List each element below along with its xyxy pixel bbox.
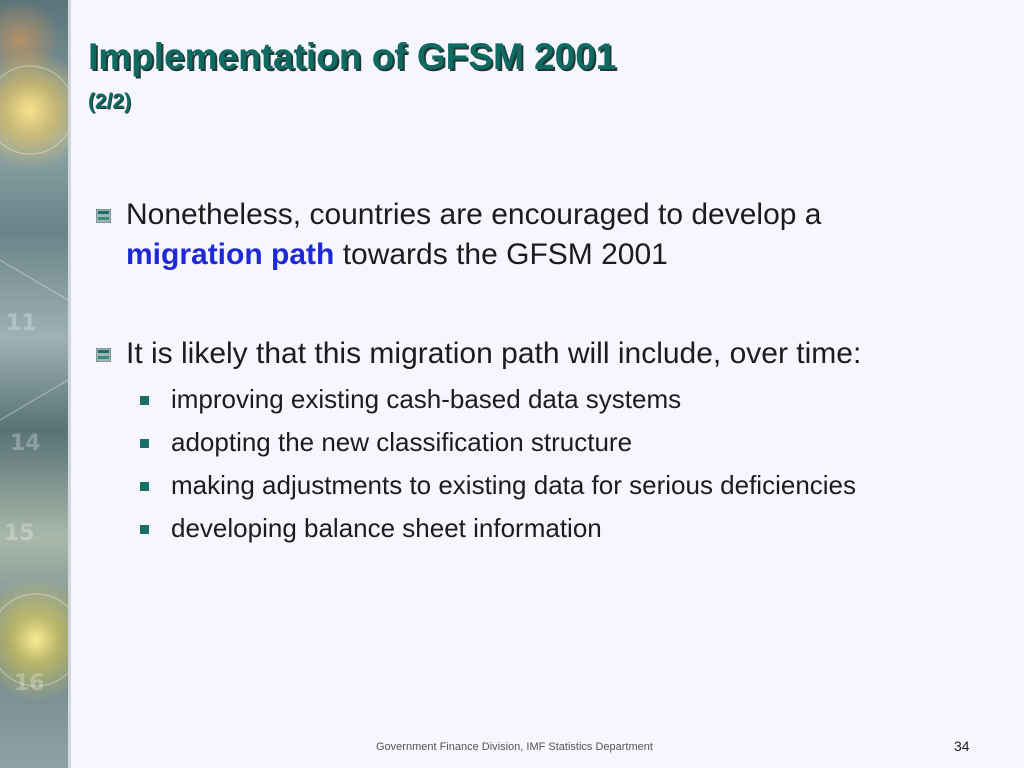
page-number: 34 [954,738,970,754]
filled-square-bullet-icon [140,482,149,491]
slide-subtitle: (2/2) [88,90,132,113]
filled-square-bullet-icon [140,396,149,405]
slide-footer: Government Finance Division, IMF Statistics Department [376,741,653,753]
svg-text:16: 16 [14,671,45,696]
sub-bullet-text: improving existing cash-based data systems [171,384,682,414]
svg-text:14: 14 [10,431,41,456]
side-divider [68,0,71,768]
decorative-side-image [0,0,68,768]
svg-text:11: 11 [6,311,37,336]
textured-square-bullet-icon [96,209,111,223]
highlighted-term: migration path [126,238,335,271]
slide-title: Implementation of GFSM 2001 [88,36,617,77]
filled-square-bullet-icon [140,439,149,448]
bullet-text-continued: towards the GFSM 2001 [342,238,668,271]
bullet-text: Nonetheless, countries are encouraged to develop a [126,198,822,231]
filled-square-bullet-icon [140,525,149,534]
bullet-text: It is likely that this migration path will include, over time: [126,337,862,370]
sub-bullet-text: developing balance sheet information [171,513,602,543]
textured-square-bullet-icon [96,348,111,362]
sub-bullet-text: making adjustments to existing data for serious deficiencies [171,470,857,500]
svg-text:15: 15 [4,521,35,546]
sub-bullet-text: adopting the new classification structure [171,427,633,457]
